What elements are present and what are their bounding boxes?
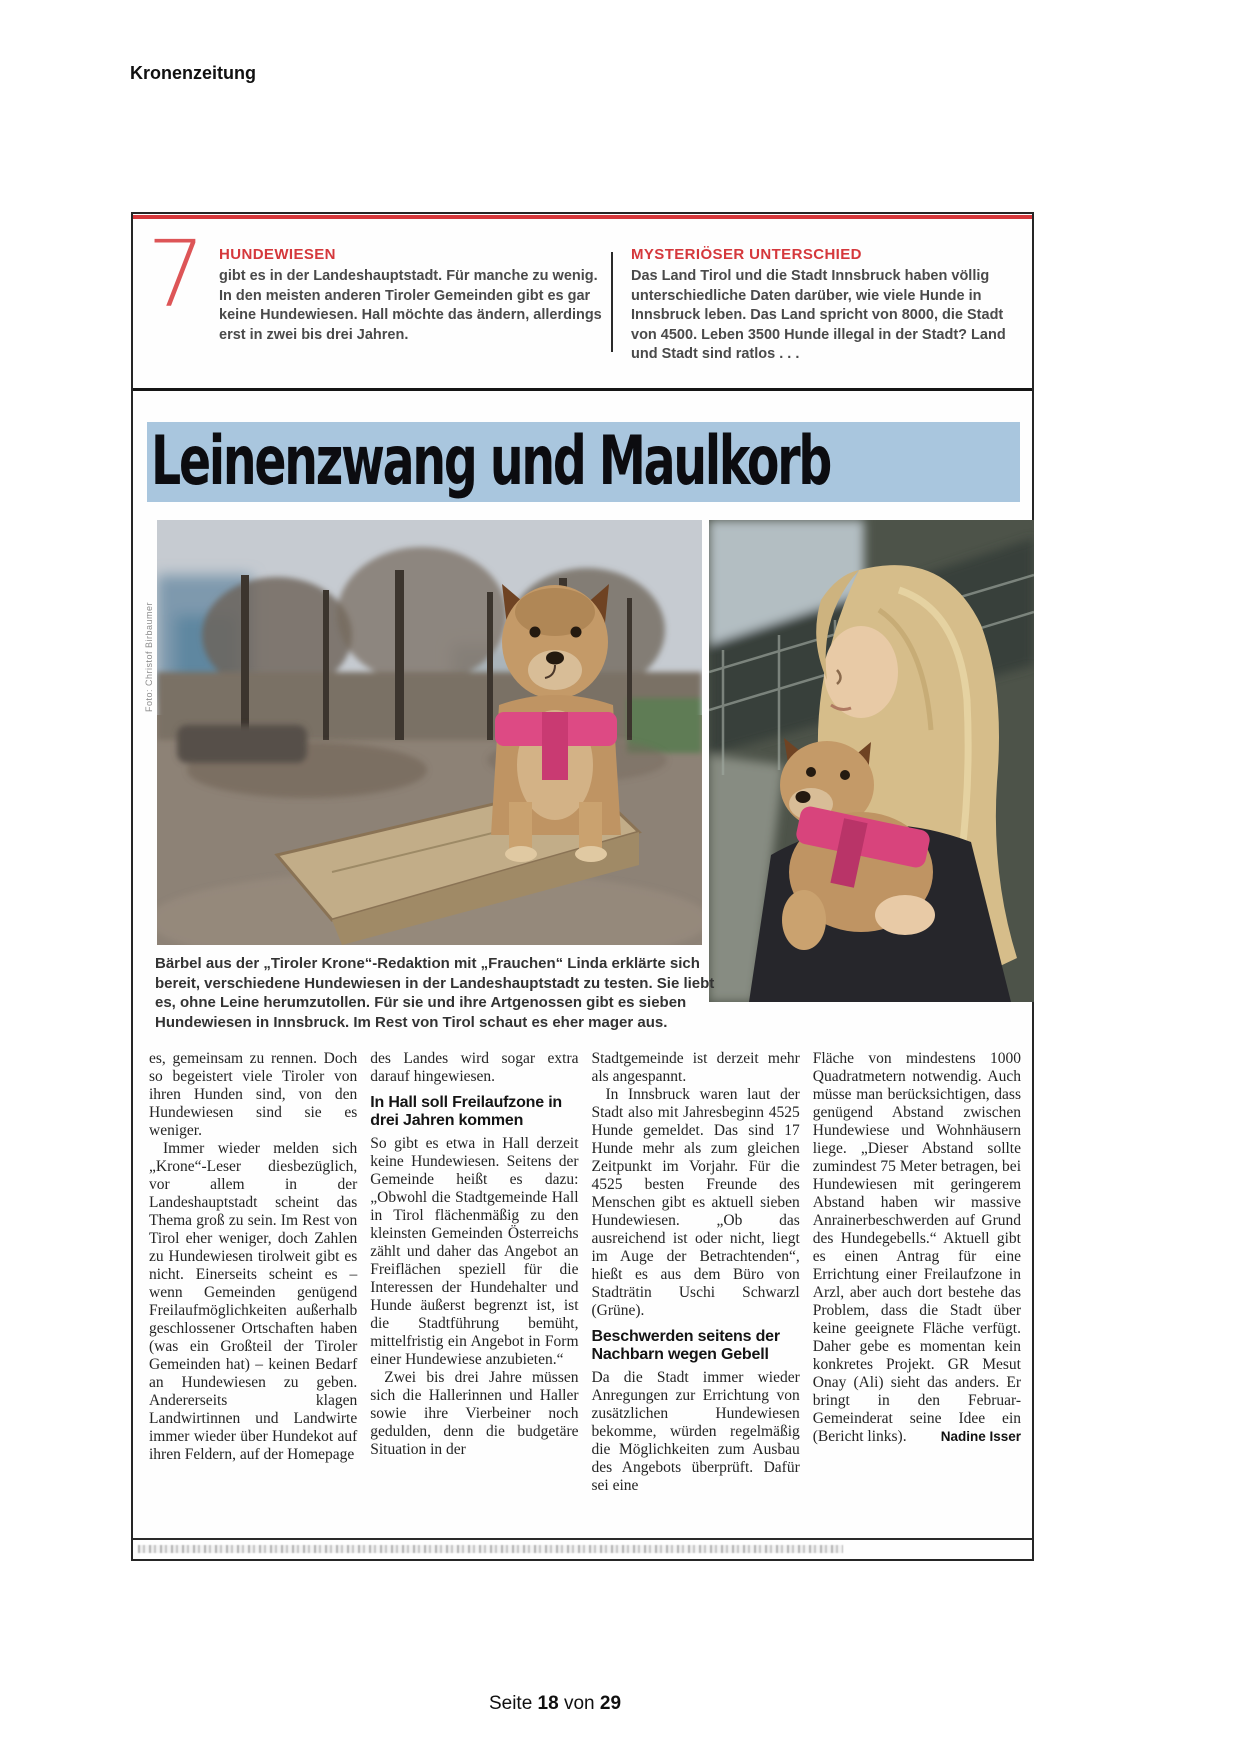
article-paragraph: es, gemeinsam zu rennen. Doch so begeistert viele Tiroler von ihren Hunden sind, von den Hundewiesen sind sie es weniger. xyxy=(149,1050,358,1139)
article-column xyxy=(813,1050,1021,1495)
footer-page-number: 18 xyxy=(537,1693,559,1714)
article-subhead: Beschwerden seitens der Nachbarn wegen Gebell xyxy=(591,1328,780,1363)
headline: Leinenzwang und Maulkorb xyxy=(151,422,831,501)
print-artifact-line xyxy=(138,1545,843,1553)
article-paragraph: des Landes wird sogar extra darauf hingewiesen. xyxy=(370,1050,579,1085)
article-paragraph: Stadtgemeinde ist derzeit mehr als angespannt. xyxy=(591,1050,800,1085)
footer-total-pages: 29 xyxy=(599,1693,622,1714)
info-heading-left: HUNDEWIESEN xyxy=(219,246,336,263)
masthead: Kronenzeitung xyxy=(130,63,256,83)
article-paragraph: In Innsbruck waren laut der Stadt also mit Jahresbeginn 4525 Hunde gemeldet. Das sind 17 Hunde mehr als zum gleichen Zeitpunkt im Vorjahr. Für die 4525 besten Freunde des Menschen gibt es aktuell sieben Hundewiesen. „Ob das ausreichend ist oder nicht, liegt im Auge der Betrachtenden“, hießt es aus dem Büro von Stadträtin Uschi Schwarzl (Grüne). xyxy=(591,1086,800,1319)
section-rule xyxy=(133,388,1032,391)
info-heading-right: MYSTERIÖSER UNTERSCHIED xyxy=(631,246,862,263)
portrait-photo xyxy=(709,520,1034,1002)
top-red-rule xyxy=(133,215,1032,219)
article-paragraph: Zwei bis drei Jahre müssen sich die Hallerinnen und Haller sowie ihre Vierbeiner noch gedulden, denn die budgetäre Situation in der xyxy=(370,1369,579,1458)
footer-word-von: von xyxy=(563,1693,595,1714)
park-photo-illustration xyxy=(157,520,702,945)
article-columns xyxy=(149,1050,1021,1495)
article-paragraph: So gibt es etwa in Hall derzeit keine Hundewiesen. Seitens der Gemeinde heißt es dazu: „Obwohl die Stadtgemeinde Hall in Tirol flächenmäßig zu den kleinsten Gemeinden Österreichs zählt und daher das Angebot an Freiflächen speziell für die Interessen der Hundehalter und Hunde äußerst begrenzt ist, ist die Stadtführung bemüht, mittelfristig ein Angebot in Form einer Hundewiese anzubieten.“ xyxy=(370,1135,579,1368)
info-divider xyxy=(611,252,613,352)
article-column xyxy=(592,1050,800,1495)
page-footer xyxy=(0,1692,1110,1715)
portrait-photo-illustration xyxy=(709,520,1034,1002)
photo-caption: Bärbel aus der „Tiroler Krone“-Redaktion mit „Frauchen“ Linda erklärte sich bereit, verschiedene Hundewiesen in der Landeshauptstadt zu testen. Sie liebt es, ohne Leine herumzutollen. Für sie und ihre Artgenossen gibt es sieben Hundewiesen in Innsbruck. Im Rest von Tirol schaut es eher mager aus. xyxy=(155,955,715,1031)
info-text-left: gibt es in der Landeshauptstadt. Für manche zu wenig. In den meisten anderen Tiroler Gemeinden gibt es gar keine Hundewiesen. Hall möchte das ändern, allerdings erst in zwei bis drei Jahren. xyxy=(219,268,602,343)
article-paragraph: Da die Stadt immer wieder Anregungen zur Errichtung von zusätzlichen Hundewiesen bekomme, würden regelmäßig die Möglichkeiten zum Ausbau des Angebots überprüft. Dafür sei eine xyxy=(591,1369,800,1494)
footer-word-seite: Seite xyxy=(488,1693,533,1714)
headline-highlight xyxy=(147,422,1020,502)
article-column xyxy=(149,1050,357,1495)
article-paragraph: Immer wieder melden sich „Krone“-Leser diesbezüglich, vor allem in der Landeshauptstadt scheint das Thema groß zu sein. Im Rest von Tirol eher weniger, doch Zahlen zu Hundewiesen tirolweit gibt es nicht. Einerseits scheint es – wenn Gemeinden genügend Freilaufmöglichkeiten außerhalb geschlossener Ortschaften haben (was ein Großteil der Tiroler Gemeinden hat) – keinen Bedarf an Hundewiesen zu geben. Andererseits klagen Landwirtinnen und Landwirte immer wieder über Hundekot auf ihren Feldern, auf der Homepage xyxy=(149,1140,358,1463)
park-photo xyxy=(157,520,702,945)
article-paragraph: Fläche von mindestens 1000 Quadratmetern notwendig. Auch müsse man berücksichtigen, dass genügend Abstand zwischen Hundewiese und Wohnhäusern liege. „Dieser Abstand sollte zumindest 75 Meter betragen, bei Hundewiesen mit geringerem Abstand haben wir massive Anrainerbeschwerden auf Grund des Hundegebells.“ Aktuell gibt es einen Antrag für eine Errichtung einer Freilaufzone in Arzl, aber auch dort bestehe das Problem, dass die Stadt über keine geeignete Fläche verfügt. Daher gebe es momentan kein konkretes Projekt. GR Mesut Onay (Ali) sieht das anders. Er bringt in den Februar-Gemeinderat seine Idee ein (Bericht links). Nadine Isser xyxy=(812,1050,1021,1445)
newspaper-clipping xyxy=(131,212,1034,1561)
byline: Nadine Isser xyxy=(940,1429,1021,1444)
dog-illustration xyxy=(491,584,621,862)
bottom-rule xyxy=(133,1538,1032,1540)
article-column xyxy=(370,1050,578,1495)
info-text-right: Das Land Tirol und die Stadt Innsbruck haben völlig unterschiedliche Daten darüber, wie viele Hunde in Innsbruck leben. Das Land spricht von 8000, die Stadt von 4500. Leben 3500 Hunde illegal in der Stadt? Land und Stadt sind ratlos . . . xyxy=(631,268,1006,362)
big-number: 7 xyxy=(147,221,206,328)
article-subhead: In Hall soll Freilaufzone in drei Jahren kommen xyxy=(370,1094,563,1129)
photo-credit-left: Foto: Christof Birbaumer xyxy=(144,601,154,712)
info-right xyxy=(631,246,1027,365)
info-left xyxy=(219,246,611,345)
